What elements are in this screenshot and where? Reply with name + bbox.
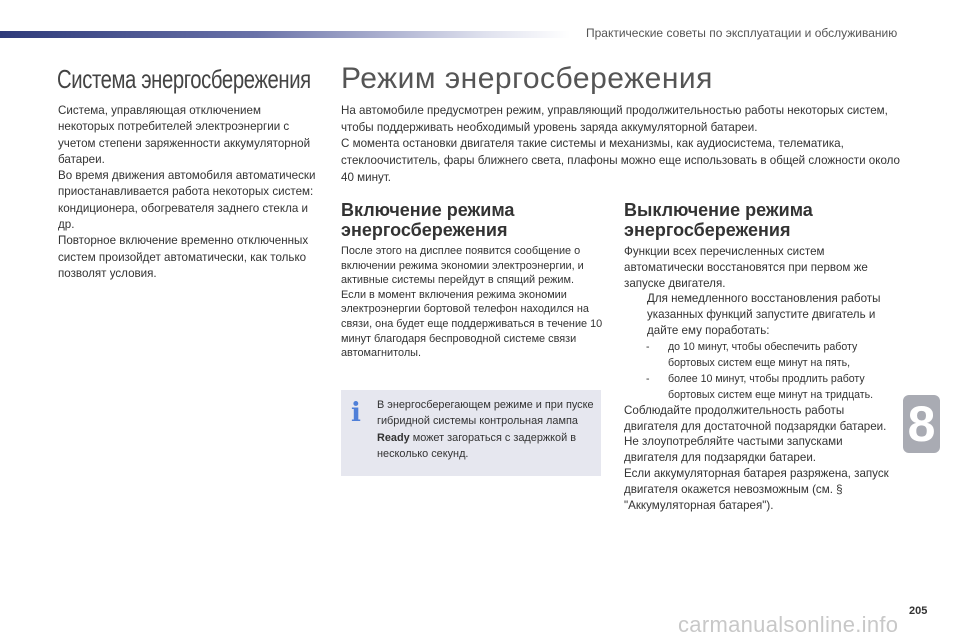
enable-heading: Включение режима энергосбережения — [341, 200, 515, 240]
left-paragraph: Во время движения автомобиля автоматически приостанавливается работа некоторых систем: кондиционера, обогревателя заднего стекла и др. — [58, 169, 316, 232]
page-number: 205 — [909, 605, 928, 617]
info-text — [377, 397, 599, 462]
disable-paragraph: Соблюдайте продолжительность работы двигателя для достаточной подзарядки батареи. — [624, 403, 887, 433]
left-paragraph: Повторное включение временно отключенных систем произойдет автоматически, как только позволят условия. — [58, 234, 309, 280]
watermark: carmanualsonline.info — [678, 612, 899, 637]
enable-paragraph: После этого на дисплее появится сообщение о включении режима экономии электроэнергии, и активные системы перейдут в спящий режим. — [341, 245, 584, 287]
disable-heading: Выключение режима энергосбережения — [624, 200, 813, 240]
intro-paragraph: С момента остановки двигателя такие системы и механизмы, как аудиосистема, телематика, стеклоочиститель, фары ближнего света, плафоны можно еще использовать в общей сложности около 40 минут. — [341, 137, 900, 184]
section-header-title: Практические советы по эксплуатации и обслуживанию — [586, 26, 898, 40]
intro-paragraph: На автомобиле предусмотрен режим, управляющий продолжительностью работы некоторых систем, чтобы поддерживать необходимый уровень заряда аккумуляторной батареи. — [341, 104, 888, 134]
info-text-end: может загораться с задержкой в несколько секунд. — [377, 431, 577, 460]
ready-lamp-label: Ready — [377, 431, 410, 444]
page-title: Режим энергосбережения — [341, 62, 713, 95]
disable-intro: Функции всех перечисленных систем автоматически восстановятся при первом же запуске двигателя. — [624, 245, 868, 290]
enable-body — [341, 244, 611, 361]
left-section-title: Система энергосбережения — [57, 64, 311, 94]
info-box — [341, 390, 601, 476]
dash-item — [646, 371, 889, 403]
left-section-body — [58, 103, 320, 282]
chapter-number: 8 — [907, 396, 936, 452]
dash-text: до 10 минут, чтобы обеспечить работу бортовых систем еще минут на пять, — [668, 340, 858, 369]
bullet-text: Для немедленного восстановления работы указанных функций запустите двигатель и дайте ему поработать: — [647, 292, 881, 337]
disable-body — [624, 244, 889, 513]
enable-paragraph: Если в момент включения режима экономии электроэнергии бортовой телефон находился на связи, она будет еще поддерживаться в течение 10 минут благодаря беспроводной системе связи автомагнитолы. — [341, 288, 603, 360]
dash-item — [646, 339, 889, 371]
dash-marker: - — [646, 340, 650, 353]
dash-marker: - — [646, 372, 650, 385]
header-accent-bar — [0, 31, 570, 38]
bullet-item — [624, 291, 889, 338]
dash-text: более 10 минут, чтобы продлить работу бортовых систем еще минут на тридцать. — [668, 372, 874, 401]
chapter-badge — [903, 395, 940, 453]
disable-paragraph: Если аккумуляторная батарея разряжена, запуск двигателя окажется невозможным (см. § "Аккумуляторная батарея"). — [624, 466, 889, 512]
info-text-start: В энергосберегающем режиме и при пуске гибридной системы контрольная лампа — [377, 399, 594, 428]
left-paragraph: Система, управляющая отключением некоторых потребителей электроэнергии с учетом степени заряженности аккумуляторной батареи. — [58, 104, 311, 166]
disable-paragraph: Не злоупотребляйте частыми запусками двигателя для подзарядки батареи. — [624, 435, 843, 465]
intro-body — [341, 103, 901, 187]
info-icon: i — [351, 398, 361, 428]
